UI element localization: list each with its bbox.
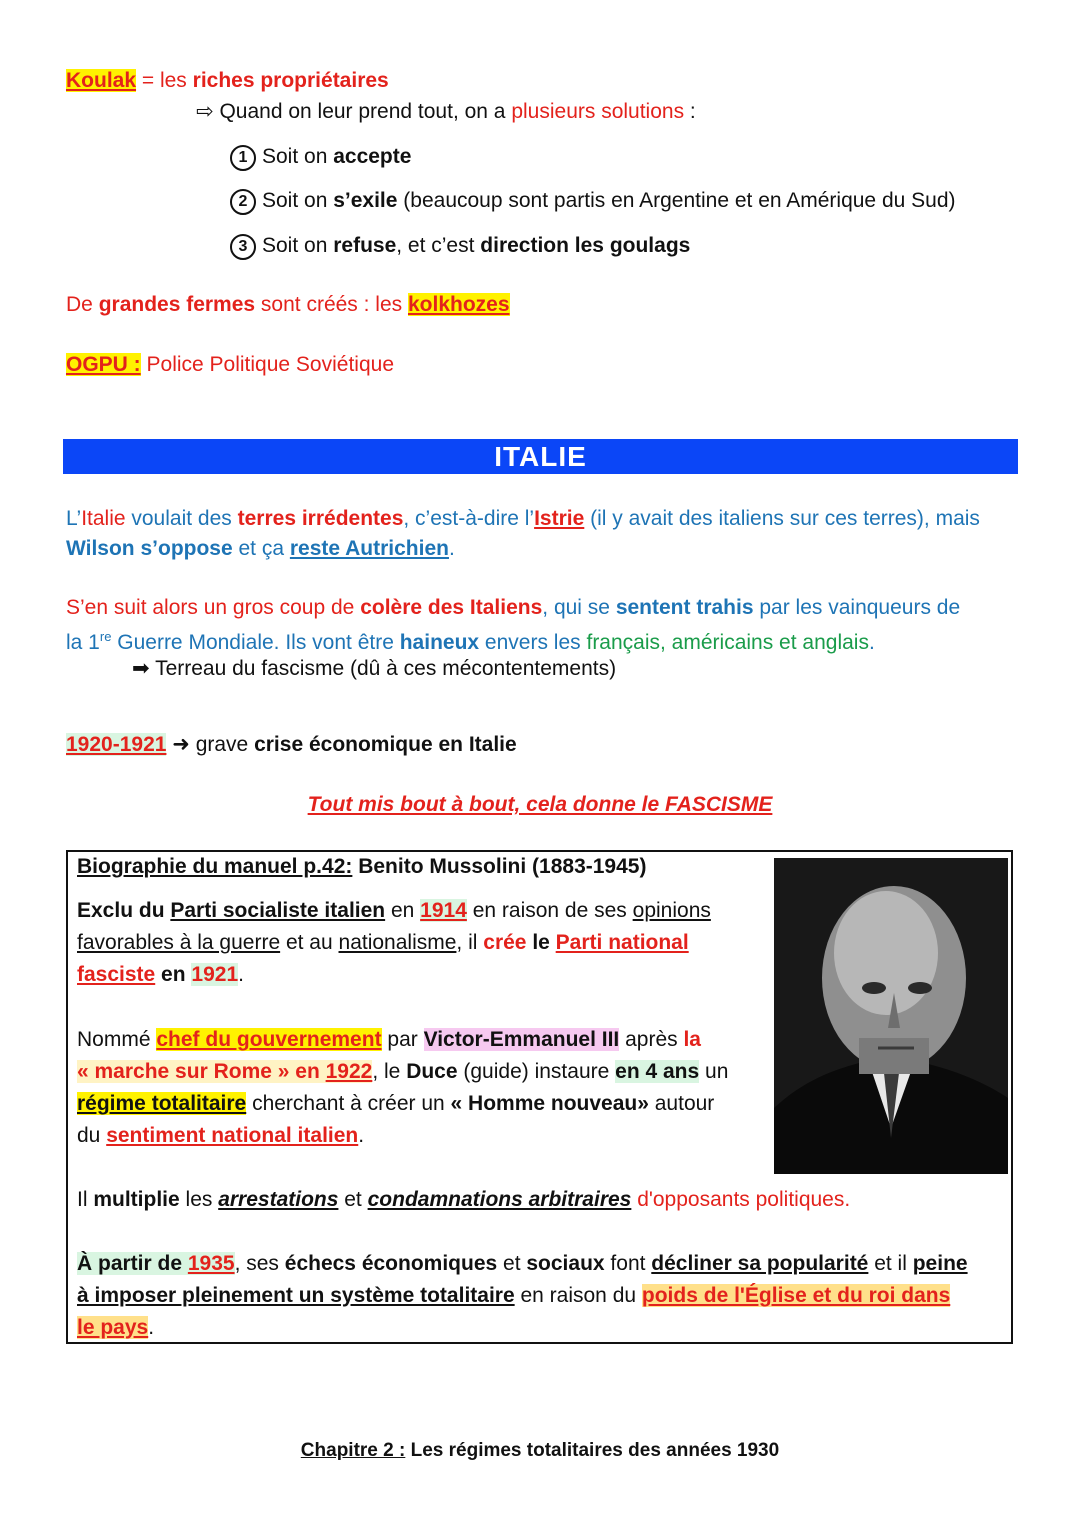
istrie-term: Istrie [534, 507, 585, 530]
arrow-icon: ⇨ [196, 100, 214, 123]
koulak-term: Koulak [66, 69, 137, 92]
koulak-option-2: 2 Soit on s’exile (beaucoup sont partis en Argentine et en Amérique du Sud) [230, 186, 956, 216]
italie-p1-line1: L’Italie voulait des terres irrédentes, c’est-à-dire l’Istrie (il y avait des italiens sur ces terres), mais [66, 507, 980, 530]
koulak-def: riches propriétaires [192, 69, 389, 92]
italie-p3: ➡ Terreau du fascisme (dû à ces mécontentements) [132, 657, 617, 680]
section-banner-italie: ITALIE [63, 439, 1018, 474]
kolkhozes-term: kolkhozes [408, 293, 510, 316]
koulak-option-1: 1 Soit on accepte [230, 142, 411, 172]
koulak-intro: ⇨ Quand on leur prend tout, on a plusieurs solutions : [196, 100, 696, 123]
italie-p2-line1: S’en suit alors un gros coup de colère des Italiens, qui se sentent trahis par les vainqueurs de [66, 596, 961, 619]
koulak-definition: Koulak = les riches propriétaires [66, 69, 389, 92]
bio-p2: Nommé chef du gouvernement par Victor-Emmanuel III après la « marche sur Rome » en 1922, le Duce (guide) instaure en 4 ans un régime totalitaire cherchant à créer un « Homme nouveau» autour du sentiment national italien. [77, 1028, 729, 1147]
fermes-line: De grandes fermes sont créés : les kolkhozes [66, 293, 510, 316]
bio-heading: Biographie du manuel p.42: Benito Mussolini (1883-1945) [77, 855, 647, 878]
arrow-right-icon: ➡ [132, 657, 150, 680]
mussolini-portrait [774, 858, 1008, 1174]
number-3-icon: 3 [230, 234, 256, 260]
italie-p1-line2: Wilson s’oppose et ça reste Autrichien. [66, 537, 455, 560]
number-2-icon: 2 [230, 189, 256, 215]
page-footer: Chapitre 2 : Les régimes totalitaires des années 1930 [300, 1440, 780, 1461]
crise-line: 1920-1921 ➜ grave crise économique en Italie [66, 733, 517, 756]
ogpu-term: OGPU : [66, 353, 141, 376]
bio-p3: Il multiplie les arrestations et condamnations arbitraires d'opposants politiques. [77, 1188, 851, 1211]
ogpu-line: OGPU : Police Politique Soviétique [66, 353, 394, 376]
conclusion-line: Tout mis bout à bout, cela donne le FASCISME [307, 793, 773, 816]
bio-p4: À partir de 1935, ses échecs économiques et sociaux font décliner sa popularité et il peine à imposer pleinement un système totalitaire en raison du poids de l'Église et du roi dans le pays. [77, 1252, 968, 1339]
number-1-icon: 1 [230, 145, 256, 171]
koulak-option-3: 3 Soit on refuse, et c’est direction les goulags [230, 231, 690, 261]
bio-p1: Exclu du Parti socialiste italien en 1914 en raison de ses opinions favorables à la guerre et au nationalisme, il crée le Parti national fasciste en 1921. [77, 899, 711, 986]
portrait-illustration [774, 858, 1008, 1174]
crise-date: 1920-1921 [66, 733, 167, 756]
italie-p2-line2: la 1re Guerre Mondiale. Ils vont être haineux envers les français, américains et anglais. [66, 629, 875, 654]
